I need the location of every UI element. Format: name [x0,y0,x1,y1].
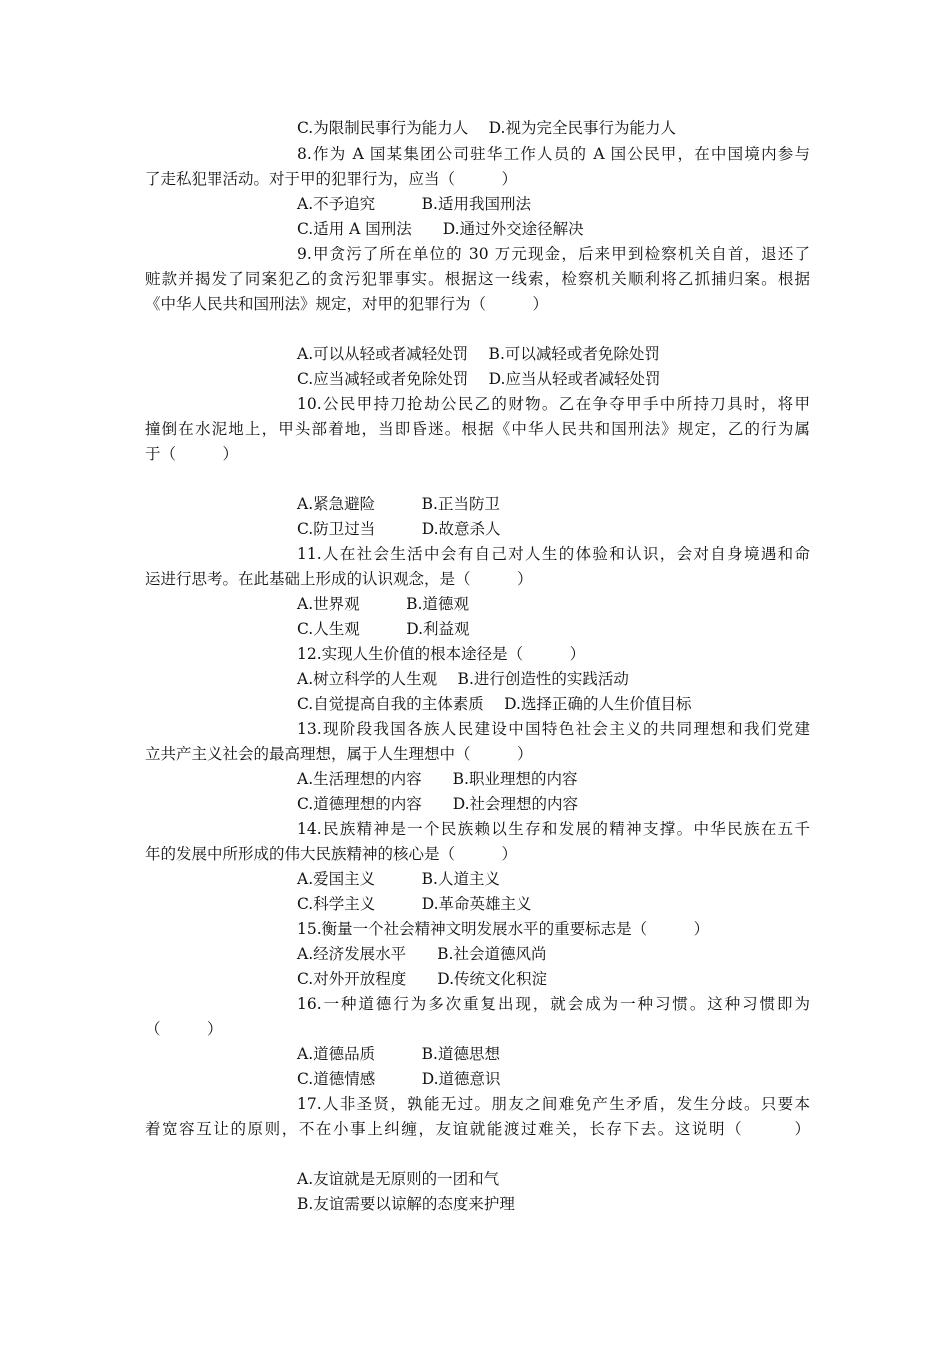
q17-option-b: B.友谊需要以谅解的态度来护理 [297,1195,515,1213]
q8-options-cd: C.适用 A 国刑法 D.通过外交途径解决 [297,220,584,238]
q15-options-ab: A.经济发展水平 B.社会道德风尚 [297,945,547,963]
q12-options-cd: C.自觉提高自我的主体素质 D.选择正确的人生价值目标 [297,695,692,713]
q12-stem: 12.实现人生价值的根本途径是（ ） [297,645,586,663]
q12-options-ab: A.树立科学的人生观 B.进行创造性的实践活动 [297,670,629,688]
q10-stem-line3: 于（ ） [145,445,239,463]
q9-stem-line3: 《中华人民共和国刑法》规定，对甲的犯罪行为（ ） [145,295,549,313]
q16-stem-line1: 16.一种道德行为多次重复出现，就会成为一种习惯。这种习惯即为 [297,995,810,1013]
q16-stem-line2: （ ） [145,1020,223,1038]
q7-options-cd: C.为限制民事行为能力人 D.视为完全民事行为能力人 [297,119,676,137]
q15-stem: 15.衡量一个社会精神文明发展水平的重要标志是（ ） [297,920,710,938]
q8-stem-line1: 8.作为 A 国某集团公司驻华工作人员的 A 国公民甲，在中国境内参与 [297,145,810,163]
q13-stem-line2: 立共产主义社会的最高理想，属于人生理想中（ ） [145,745,533,763]
q15-options-cd: C.对外开放程度 D.传统文化积淀 [297,970,548,988]
q9-options-ab: A.可以从轻或者减轻处罚 B.可以减轻或者免除处罚 [297,345,660,363]
q10-options-cd: C.防卫过当 D.故意杀人 [297,520,501,538]
q8-stem-line2: 了走私犯罪活动。对于甲的犯罪行为，应当（ ） [145,170,518,188]
q11-options-cd: C.人生观 D.利益观 [297,620,470,638]
q16-options-ab: A.道德品质 B.道德思想 [297,1045,500,1063]
q8-options-ab: A.不予追究 B.适用我国刑法 [297,195,531,213]
q13-stem-line1: 13.现阶段我国各族人民建设中国特色社会主义的共同理想和我们党建 [297,720,810,738]
q11-stem-line2: 运进行思考。在此基础上形成的认识观念，是（ ） [145,570,533,588]
q11-stem-line1: 11.人在社会生活中会有自己对人生的体验和认识，会对自身境遇和命 [297,545,810,563]
q17-stem-line1: 17.人非圣贤，孰能无过。朋友之间难免产生矛盾，发生分歧。只要本 [297,1095,810,1113]
q14-options-ab: A.爱国主义 B.人道主义 [297,870,500,888]
q9-stem-line2: 赃款并揭发了同案犯乙的贪污犯罪事实。根据这一线索，检察机关顺利将乙抓捕归案。根据 [145,270,810,288]
q14-options-cd: C.科学主义 D.革命英雄主义 [297,895,532,913]
q13-options-cd: C.道德理想的内容 D.社会理想的内容 [297,795,579,813]
q17-option-a: A.友谊就是无原则的一团和气 [297,1170,500,1188]
q17-stem-line2: 着宽容互让的原则，不在小事上纠缠，友谊就能渡过难关，长存下去。这说明（ ） [145,1120,810,1138]
q10-options-ab: A.紧急避险 B.正当防卫 [297,495,500,513]
q13-options-ab: A.生活理想的内容 B.职业理想的内容 [297,770,578,788]
q14-stem-line1: 14.民族精神是一个民族赖以生存和发展的精神支撑。中华民族在五千 [297,820,810,838]
q11-options-ab: A.世界观 B.道德观 [297,595,469,613]
q9-options-cd: C.应当减轻或者免除处罚 D.应当从轻或者减轻处罚 [297,370,661,388]
q14-stem-line2: 年的发展中所形成的伟大民族精神的核心是（ ） [145,845,518,863]
q10-stem-line1: 10.公民甲持刀抢劫公民乙的财物。乙在争夺甲手中所持刀具时，将甲 [297,395,810,413]
q10-stem-line2: 撞倒在水泥地上，甲头部着地，当即昏迷。根据《中华人民共和国刑法》规定，乙的行为属 [145,420,810,438]
q9-stem-line1: 9.甲贪污了所在单位的 30 万元现金，后来甲到检察机关自首，退还了 [297,245,810,263]
q16-options-cd: C.道德情感 D.道德意识 [297,1070,501,1088]
